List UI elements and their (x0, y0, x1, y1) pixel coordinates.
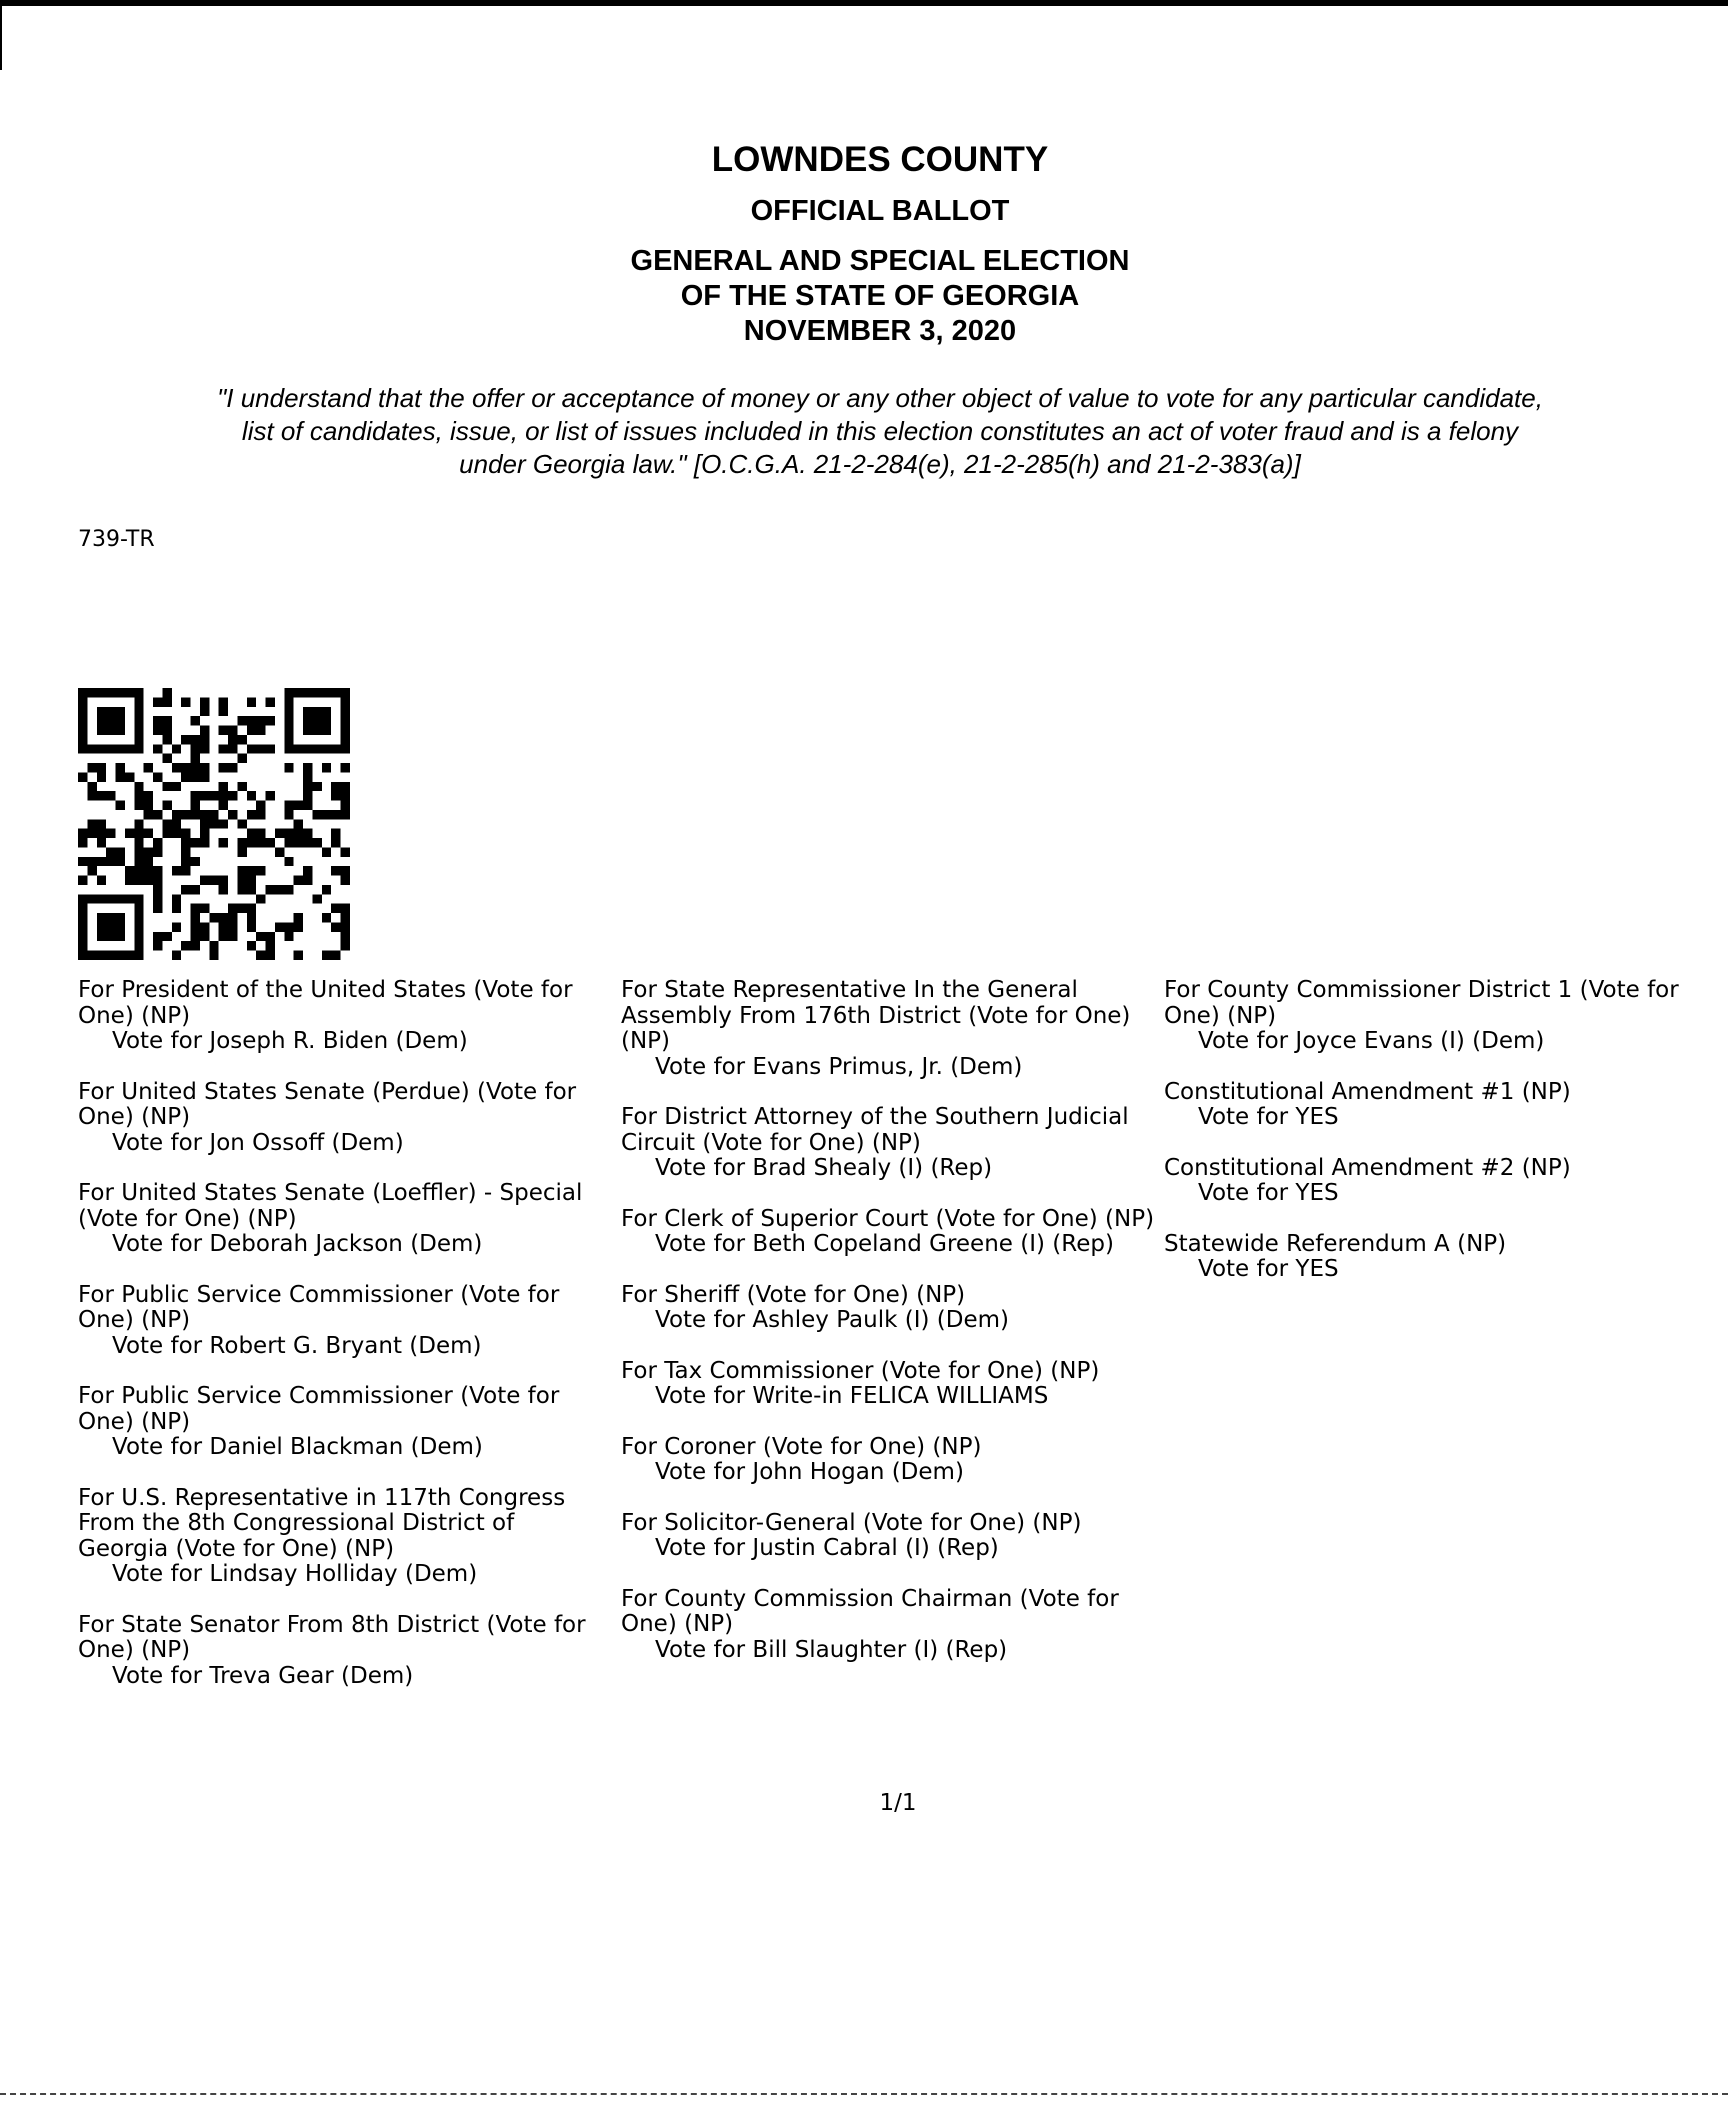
county-title: LOWNDES COUNTY (711, 140, 1049, 179)
contest-title: Statewide Referendum A (NP) (1164, 1230, 1507, 1257)
contest-selection: Vote for Lindsay Holliday (Dem) (112, 1561, 478, 1587)
contest-selection: Vote for YES (1198, 1104, 1339, 1130)
contest (78, 1080, 608, 1157)
contest (621, 1283, 1161, 1334)
contest-selection: Vote for Ashley Paulk (I) (Dem) (655, 1307, 1009, 1333)
contest (621, 1105, 1161, 1182)
top-border (0, 0, 1728, 6)
contest-title: For County Commissioner District 1 (Vote for One) (NP) (1164, 977, 1679, 1029)
contest-selection: Vote for Bill Slaughter (I) (Rep) (655, 1636, 1008, 1663)
contest-title: For County Commission Chairman (Vote for One) (NP) (621, 1585, 1119, 1637)
contest-title: For Public Service Commissioner (Vote for One) (NP) (78, 1383, 560, 1435)
voter-oath-statement (80, 382, 1680, 481)
contest (78, 1486, 608, 1588)
contest-selection: Vote for Evans Primus, Jr. (Dem) (655, 1053, 1023, 1080)
contest-title: For United States Senate (Loeffler) - Special (Vote for One) (NP) (78, 1180, 583, 1232)
contest-title: For United States Senate (Perdue) (Vote for One) (NP) (78, 1078, 577, 1130)
election-title-line1: GENERAL AND SPECIAL ELECTION (630, 245, 1130, 277)
contest-selection: Vote for YES (1198, 1180, 1339, 1206)
left-border-mark (0, 0, 2, 70)
contest-selection: Vote for Justin Cabral (I) (Rep) (655, 1535, 999, 1561)
contest-title: For District Attorney of the Southern Judicial Circuit (Vote for One) (NP) (621, 1104, 1129, 1156)
contest-selection: Vote for Daniel Blackman (Dem) (112, 1434, 483, 1460)
contest-column-2 (621, 978, 1161, 1688)
contest (1164, 1156, 1704, 1207)
contest (1164, 1232, 1704, 1283)
election-date: NOVEMBER 3, 2020 (743, 315, 1017, 347)
contest-title: For State Representative In the General Assembly From 176th District (Vote for One) (NP) (621, 977, 1131, 1054)
contest (78, 1613, 608, 1690)
contest-column-3 (1164, 978, 1704, 1308)
contest-title: For Public Service Commissioner (Vote for One) (NP) (78, 1281, 560, 1333)
contest-title: For State Senator From 8th District (Vote for One) (NP) (78, 1611, 586, 1663)
contest (1164, 978, 1704, 1055)
contest-title: For President of the United States (Vote for One) (NP) (78, 977, 573, 1029)
page-number: 1/1 (879, 1790, 917, 1816)
oath-line: "I understand that the offer or acceptance of money or any other object of value to vote for any particular candidate, (217, 383, 1543, 413)
bottom-border (0, 2093, 1728, 2095)
contest (78, 1283, 608, 1360)
contest (621, 1511, 1161, 1562)
ballot-header (0, 140, 1728, 349)
contest-selection: Vote for Robert G. Bryant (Dem) (112, 1332, 482, 1359)
contest-selection: Vote for Brad Shealy (I) (Rep) (655, 1155, 993, 1181)
oath-line: under Georgia law." [O.C.G.A. 21-2-284(e), 21-2-285(h) and 21-2-383(a)] (459, 449, 1301, 479)
election-title-line2: OF THE STATE OF GEORGIA (680, 280, 1080, 312)
contest-title: Constitutional Amendment #1 (NP) (1164, 1078, 1571, 1105)
contest-selection: Vote for Beth Copeland Greene (I) (Rep) (655, 1231, 1114, 1257)
contest-selection: Vote for Jon Ossoff (Dem) (112, 1129, 404, 1156)
contest-selection: Vote for Joseph R. Biden (Dem) (112, 1028, 468, 1054)
ballot-type: OFFICIAL BALLOT (750, 195, 1010, 227)
contest-selection: Vote for YES (1198, 1256, 1339, 1282)
election-title (0, 244, 1728, 349)
contest-title: Constitutional Amendment #2 (NP) (1164, 1154, 1571, 1181)
contest-selection: Vote for Deborah Jackson (Dem) (112, 1231, 483, 1257)
contest-title: For Clerk of Superior Court (Vote for One) (NP) (621, 1205, 1155, 1232)
contest-selection: Vote for Treva Gear (Dem) (112, 1662, 414, 1689)
contest (1164, 1080, 1704, 1131)
contest (78, 978, 608, 1055)
contest-title: For Sheriff (Vote for One) (NP) (621, 1281, 966, 1308)
ballot-style-id: 739-TR (78, 527, 155, 552)
contest-selection: Vote for Joyce Evans (I) (Dem) (1198, 1028, 1545, 1054)
contest (621, 1207, 1161, 1258)
contest (621, 1587, 1161, 1664)
contest (621, 1435, 1161, 1486)
oath-line: list of candidates, issue, or list of issues included in this election constitutes an act of voter fraud and is a felony (241, 416, 1519, 446)
contest-title: For U.S. Representative in 117th Congress From the 8th Congressional District of Georgia (Vote for One) (NP) (78, 1484, 566, 1562)
contest-title: For Solicitor-General (Vote for One) (NP) (621, 1509, 1082, 1536)
contest-selection: Vote for Write-in FELICA WILLIAMS (655, 1383, 1049, 1409)
contest-title: For Tax Commissioner (Vote for One) (NP) (621, 1357, 1100, 1384)
contest-title: For Coroner (Vote for One) (NP) (621, 1433, 982, 1460)
contest (78, 1181, 608, 1258)
contest-selection: Vote for John Hogan (Dem) (655, 1459, 964, 1485)
qr-code (78, 688, 350, 960)
contest (621, 978, 1161, 1080)
contest (78, 1384, 608, 1461)
contest-column-1 (78, 978, 608, 1714)
contest (621, 1359, 1161, 1410)
